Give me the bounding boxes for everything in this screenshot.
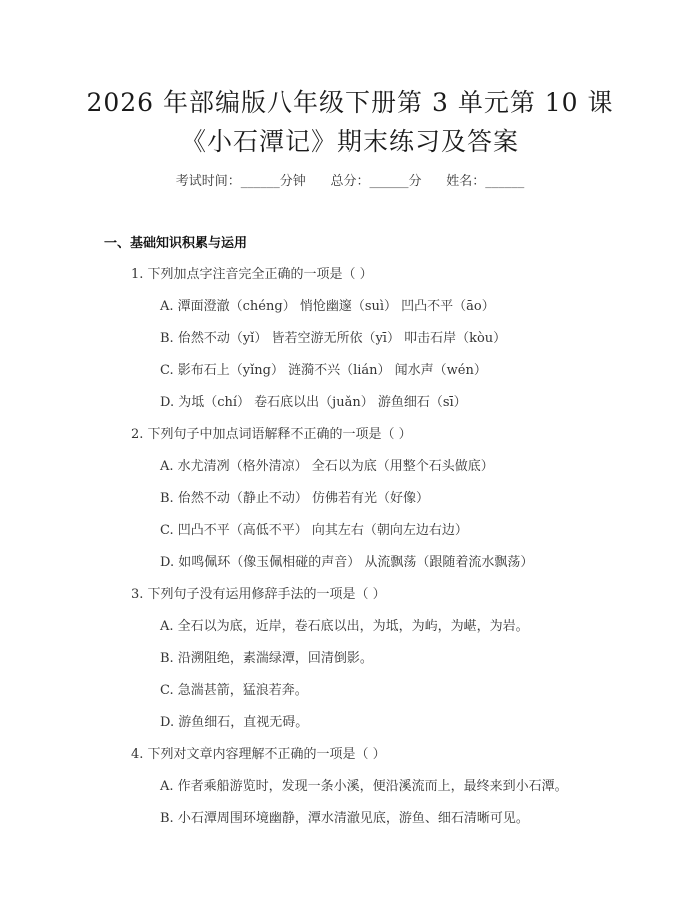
- question-1-option-c: C. 影布石上（yǐng） 涟漪不兴（lián） 闻水声（wén）: [160, 363, 487, 378]
- exam-info-line: 考试时间：______分钟 总分：______分 姓名：______: [175, 174, 525, 189]
- question-4-option-b: B. 小石潭周围环境幽静，潭水清澈见底，游鱼、细石清晰可见。: [160, 811, 529, 826]
- question-2-option-d: D. 如鸣佩环（像玉佩相碰的声音） 从流飘荡（跟随着流水飘荡）: [160, 555, 534, 570]
- question-1-option-d: D. 为坻（chí） 卷石底以出（juǎn） 游鱼细石（sī）: [160, 395, 467, 410]
- question-1-option-a: A. 潭面澄澈（chéng） 悄怆幽邃（suì） 凹凸不平（āo）: [160, 299, 495, 314]
- question-3-option-b: B. 沿溯阻绝，素湍绿潭，回清倒影。: [160, 651, 373, 666]
- question-3-option-d: D. 游鱼细石，直视无碍。: [160, 715, 309, 730]
- question-2-option-b: B. 佁然不动（静止不动） 仿佛若有光（好像）: [160, 491, 429, 506]
- document-title-line-2: 《小石潭记》期末练习及答案: [180, 127, 519, 156]
- section-heading: 一、基础知识积累与运用: [104, 236, 248, 251]
- question-2-stem: 2. 下列句子中加点词语解释不正确的一项是（ ）: [131, 427, 412, 442]
- question-4-stem: 4. 下列对文章内容理解不正确的一项是（ ）: [131, 747, 386, 762]
- question-3-stem: 3. 下列句子没有运用修辞手法的一项是（ ）: [131, 587, 386, 602]
- question-3-option-c: C. 急湍甚箭，猛浪若奔。: [160, 683, 308, 698]
- document-title-line-1: 2026 年部编版八年级下册第 3 单元第 10 课: [86, 88, 614, 117]
- question-2-option-c: C. 凹凸不平（高低不平） 向其左右（朝向左边右边）: [160, 523, 468, 538]
- question-1-option-b: B. 佁然不动（yǐ） 皆若空游无所依（yī） 叩击石岸（kòu）: [160, 331, 507, 346]
- question-1-stem: 1. 下列加点字注音完全正确的一项是（ ）: [131, 267, 373, 282]
- question-3-option-a: A. 全石以为底，近岸，卷石底以出，为坻，为屿，为嵁，为岩。: [160, 619, 529, 634]
- question-2-option-a: A. 水尤清冽（格外清凉） 全石以为底（用整个石头做底）: [160, 459, 494, 474]
- question-4-option-a: A. 作者乘船游览时，发现一条小溪，便沿溪流而上，最终来到小石潭。: [160, 779, 568, 794]
